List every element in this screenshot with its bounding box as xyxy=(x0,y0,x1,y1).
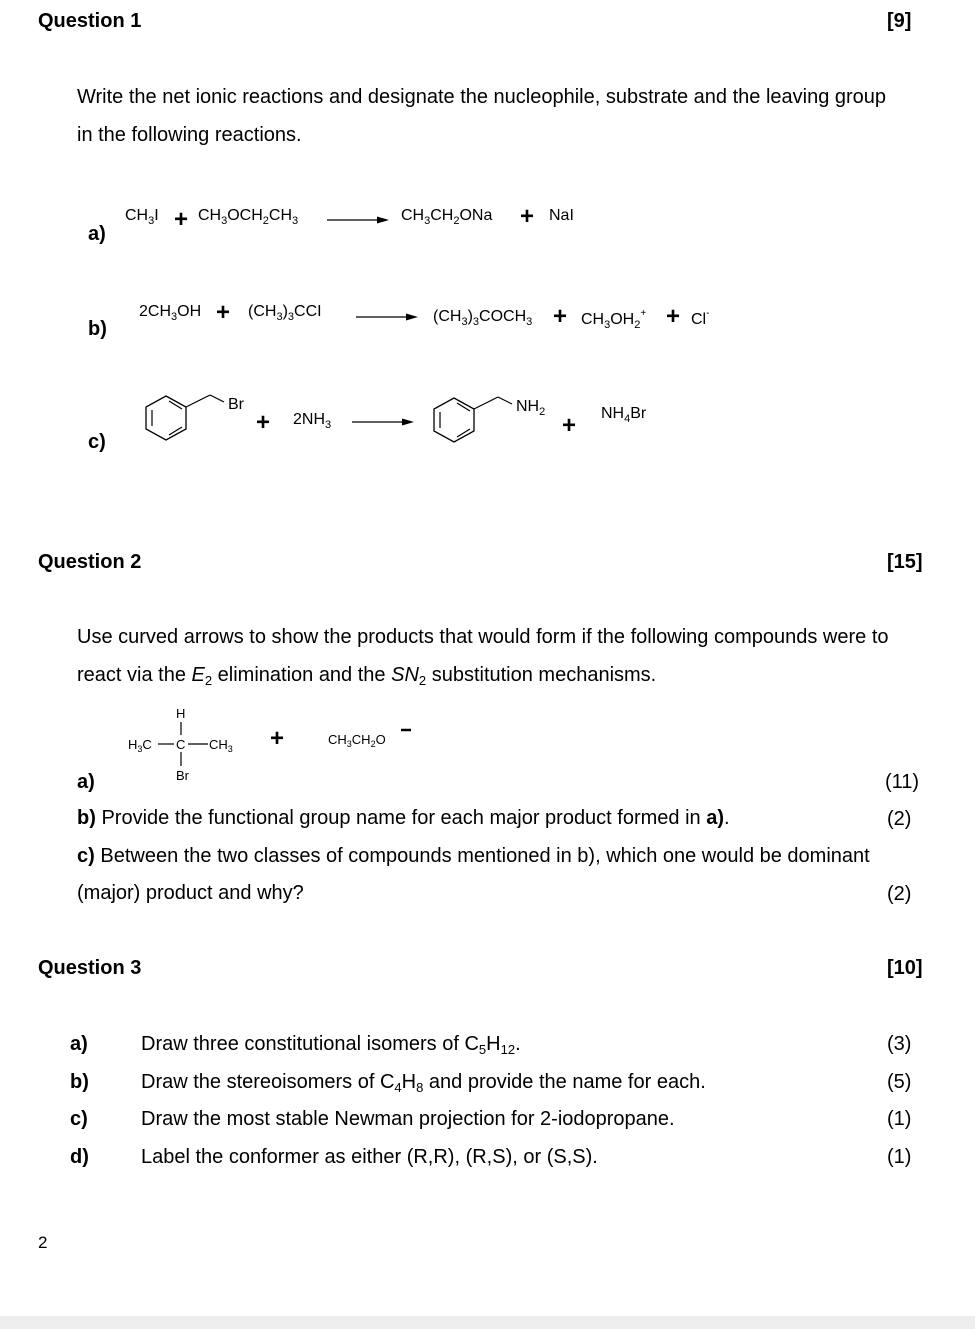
q2-a-methyl-right: $CH_3$ xyxy=(209,737,233,754)
question-1-title: Question 1 xyxy=(38,10,142,32)
q2-a-ethoxide: $CH_3CH_2O$ xyxy=(328,732,386,749)
q1-a-label: a) xyxy=(88,223,106,245)
q3-b-points: (5) xyxy=(887,1071,912,1093)
q1-c-plus-1: + xyxy=(256,409,271,436)
bottom-bar xyxy=(0,1316,975,1329)
q2-a-bonds xyxy=(150,720,220,770)
q1-c-bromine: Br xyxy=(228,396,244,413)
q1-a-reactant-1: $CH_3I$ xyxy=(125,207,159,227)
q1-a-plus-1: + xyxy=(174,206,189,233)
q1-b-label: b) xyxy=(88,318,107,340)
q1-b-plus-2: + xyxy=(553,303,568,330)
q2-c-points: (2) xyxy=(887,883,912,905)
q1-b-reactant-2: $(CH_3)_3CCI$ xyxy=(248,303,322,323)
q1-a-reactant-2: $CH_3OCH_2CH_3$ xyxy=(198,207,299,227)
q3-a-points: (3) xyxy=(887,1033,912,1055)
q1-b-plus-1: + xyxy=(216,299,231,326)
question-1-instruction-line2: in the following reactions. xyxy=(77,124,302,146)
q1-b-plus-3: + xyxy=(666,303,681,330)
q1-b-reactant-1: $2CH_3OH$ xyxy=(139,303,202,323)
question-2-line2: react via the $E_2$ elimination and the $SN_2$ substitution mechanisms. xyxy=(77,664,657,688)
q2-a-bromine: Br xyxy=(176,768,189,783)
q3-d-text: Label the conformer as either (R,R), (R,S), or (S,S). xyxy=(141,1146,598,1168)
q1-a-product-1: $CH_3CH_2ONa$ xyxy=(401,207,493,227)
q1-b-reaction-arrow xyxy=(356,311,420,323)
q2-c-text-line1: c) Between the two classes of compounds mentioned in b), which one would be dominant xyxy=(77,845,870,867)
q3-c-text: Draw the most stable Newman projection for 2-iodopropane. xyxy=(141,1108,675,1130)
q3-b-text: Draw the stereoisomers of $C_4H_8$ and provide the name for each. xyxy=(141,1071,706,1095)
q1-a-plus-2: + xyxy=(520,203,535,230)
q2-a-methyl-left: $H_3C$ xyxy=(128,737,152,754)
q2-a-hydrogen: H xyxy=(176,706,186,721)
q1-b-product-3: Cl- xyxy=(691,308,710,328)
q2-c-text-line2: (major) product and why? xyxy=(77,882,304,904)
q3-d-points: (1) xyxy=(887,1146,912,1168)
q3-a-label: a) xyxy=(70,1033,88,1055)
q1-c-label: c) xyxy=(88,431,106,453)
q1-a-product-2: NaI xyxy=(549,207,574,224)
q2-a-central-carbon: C xyxy=(176,737,186,752)
q2-b-text: b) Provide the functional group name for each major product formed in a). xyxy=(77,807,730,829)
q1-b-product-1: $(CH_3)_3COCH_3$ xyxy=(433,308,533,328)
q1-c-reactant-2: $2NH_3$ xyxy=(293,411,332,431)
q1-c-amine-group: $NH_2$ xyxy=(516,398,546,418)
q3-b-label: b) xyxy=(70,1071,89,1093)
q1-c-reaction-arrow xyxy=(352,416,416,428)
q3-c-label: c) xyxy=(70,1108,88,1130)
question-1-marks: [9] xyxy=(887,10,912,32)
q3-d-label: d) xyxy=(70,1146,89,1168)
benzyl-bromide-structure xyxy=(140,390,240,450)
question-2-marks: [15] xyxy=(887,551,923,573)
q1-b-product-2: $CH_3OH_2^+$ xyxy=(581,308,647,331)
q1-c-plus-2: + xyxy=(562,412,577,439)
q1-a-reaction-arrow xyxy=(327,214,391,226)
question-1-instruction-line1: Write the net ionic reactions and designate the nucleophile, substrate and the leaving group xyxy=(77,86,887,108)
q3-c-points: (1) xyxy=(887,1108,912,1130)
q2-a-negative-charge xyxy=(397,726,415,734)
q3-a-text: Draw three constitutional isomers of $C_5H_{12}$. xyxy=(141,1033,521,1057)
benzylamine-structure xyxy=(428,392,528,452)
q2-a-label: a) xyxy=(77,771,95,793)
question-2-line1: Use curved arrows to show the products that would form if the following compounds were to xyxy=(77,626,889,648)
page-number: 2 xyxy=(38,1233,48,1252)
q1-c-product-2: $NH_4Br$ xyxy=(601,405,647,425)
question-3-marks: [10] xyxy=(887,957,923,979)
q2-a-plus: + xyxy=(270,725,285,752)
question-3-title: Question 3 xyxy=(38,957,142,979)
q2-b-points: (2) xyxy=(887,808,912,830)
q2-a-points: (11) xyxy=(885,771,920,793)
question-2-title: Question 2 xyxy=(38,551,142,573)
